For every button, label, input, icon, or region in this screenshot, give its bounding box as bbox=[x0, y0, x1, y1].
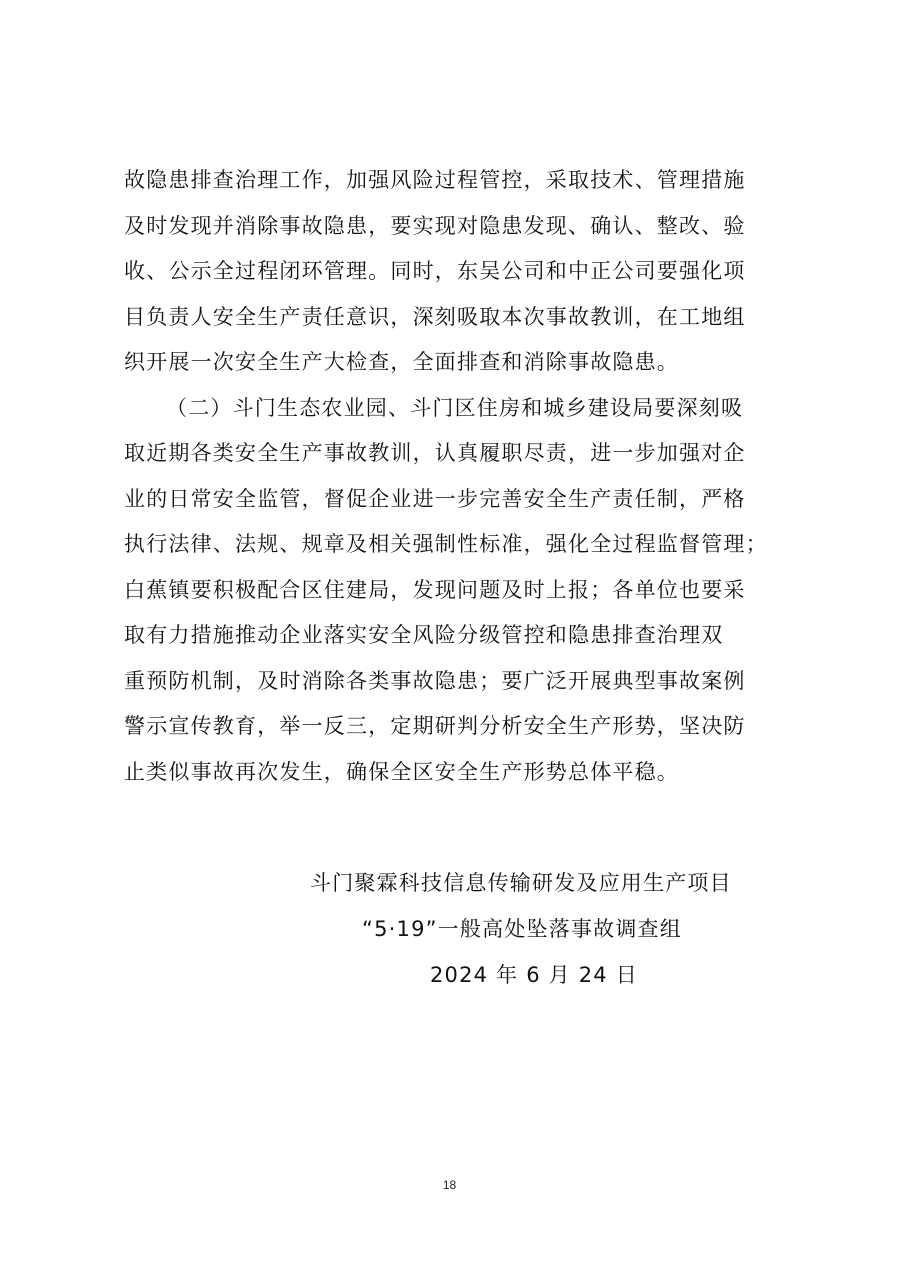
paragraph-line: 重预防机制，及时消除各类事故隐患；要广泛开展典型事故案例 bbox=[124, 668, 746, 693]
paragraph-line: 止类似事故再次发生，确保全区安全生产形势总体平稳。 bbox=[124, 759, 679, 784]
section-two-first-line: （二）斗门生态农业园、斗门区住房和城乡建设局要深刻吸 bbox=[166, 395, 744, 420]
paragraph-line: 目负责人安全生产责任意识，深刻吸取本次事故教训，在工地组 bbox=[124, 304, 746, 329]
paragraph-line: 白蕉镇要积极配合区住建局，发现问题及时上报；各单位也要采 bbox=[124, 577, 746, 602]
paragraph-line: 故隐患排查治理工作，加强风险过程管控，采取技术、管理措施 bbox=[124, 168, 746, 192]
signature-organization: 斗门聚霖科技信息传输研发及应用生产项目 bbox=[310, 871, 732, 895]
paragraph-line: 警示宣传教育，举一反三，定期研判分析安全生产形势，坚决防 bbox=[124, 714, 746, 738]
paragraph-line: 取有力措施推动企业落实安全风险分级管控和隐患排查治理双 bbox=[124, 623, 724, 647]
page-number: 18 bbox=[442, 1178, 457, 1192]
paragraph-line: 收、公示全过程闭环管理。同时，东吴公司和中正公司要强化项 bbox=[124, 259, 746, 283]
body-text bbox=[124, 158, 784, 795]
paragraph-line: 业的日常安全监管，督促企业进一步完善安全生产责任制，严格 bbox=[124, 486, 746, 511]
signature-group-name: “5·19”一般高处坠落事故调查组 bbox=[362, 917, 682, 941]
paragraph-line: 织开展一次安全生产大检查，全面排查和消除事故隐患。 bbox=[124, 350, 679, 374]
signature-date: 2024 年 6 月 24 日 bbox=[430, 963, 638, 987]
signature-block bbox=[260, 860, 820, 998]
paragraph-line: 及时发现并消除事故隐患，要实现对隐患发现、确认、整改、验 bbox=[124, 213, 746, 238]
paragraph-line: 取近期各类安全生产事故教训，认真履职尽责，进一步加强对企 bbox=[124, 441, 746, 465]
paragraph-line: 执行法律、法规、规章及相关强制性标准，强化全过程监督管理； bbox=[124, 532, 768, 556]
